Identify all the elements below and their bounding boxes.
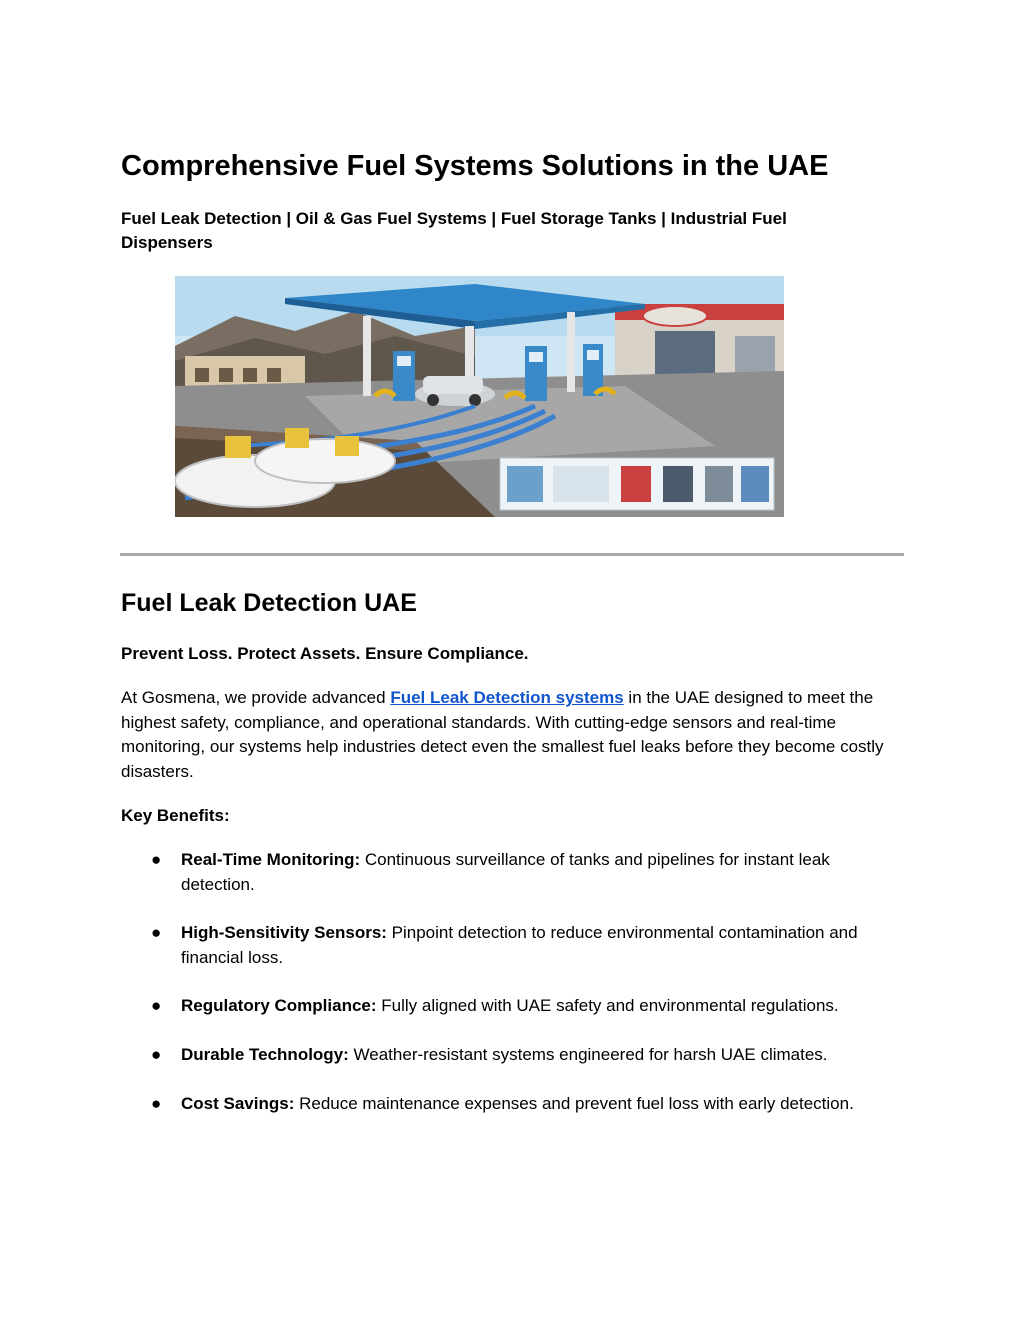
section-tagline: Prevent Loss. Protect Assets. Ensure Compliance.	[121, 644, 529, 663]
section-title: Fuel Leak Detection UAE	[121, 589, 417, 617]
intro-paragraph	[121, 686, 911, 784]
bullet-icon: ●	[151, 1094, 162, 1113]
page-subtitle: Fuel Leak Detection | Oil & Gas Fuel Systems | Fuel Storage Tanks | Industrial Fuel Dispensers	[121, 209, 787, 252]
page-title: Comprehensive Fuel Systems Solutions in the UAE	[121, 150, 829, 182]
benefit-description: Weather-resistant systems engineered for harsh UAE climates.	[348, 1045, 828, 1064]
benefit-description: Reduce maintenance expenses and prevent fuel loss with early detection.	[294, 1094, 854, 1113]
section-divider	[120, 553, 904, 556]
intro-text-after: in the UAE designed to meet the highest safety, compliance, and operational standards. With cutting-edge sensors and real-time monitoring, our systems help industries detect even the smallest fuel leaks before they become costly disasters.	[121, 688, 884, 781]
benefit-description: Continuous surveillance of tanks and pipelines for instant leak detection.	[181, 850, 830, 894]
bullet-icon: ●	[151, 1045, 162, 1064]
benefit-text	[181, 1043, 901, 1068]
benefit-text	[181, 921, 901, 970]
benefit-label: Regulatory Compliance:	[181, 996, 377, 1015]
benefit-label: Cost Savings:	[181, 1094, 295, 1113]
benefit-label: High-Sensitivity Sensors:	[181, 923, 387, 942]
benefit-label: Real-Time Monitoring:	[181, 850, 361, 869]
intro-text-before: At Gosmena, we provide advanced	[121, 688, 391, 707]
benefit-description: Fully aligned with UAE safety and environmental regulations.	[376, 996, 839, 1015]
benefit-description: Pinpoint detection to reduce environmental contamination and financial loss.	[181, 923, 858, 967]
fuel-leak-detection-link[interactable]: Fuel Leak Detection systems	[390, 688, 624, 707]
bullet-icon: ●	[151, 850, 162, 869]
bullet-icon: ●	[151, 996, 162, 1015]
benefit-text	[181, 1092, 901, 1117]
key-benefits-heading: Key Benefits:	[121, 806, 230, 825]
benefit-text	[181, 994, 901, 1019]
bullet-icon: ●	[151, 923, 162, 942]
benefit-label: Durable Technology:	[181, 1045, 349, 1064]
benefit-text	[181, 848, 901, 897]
fuel-station-illustration	[175, 276, 784, 517]
